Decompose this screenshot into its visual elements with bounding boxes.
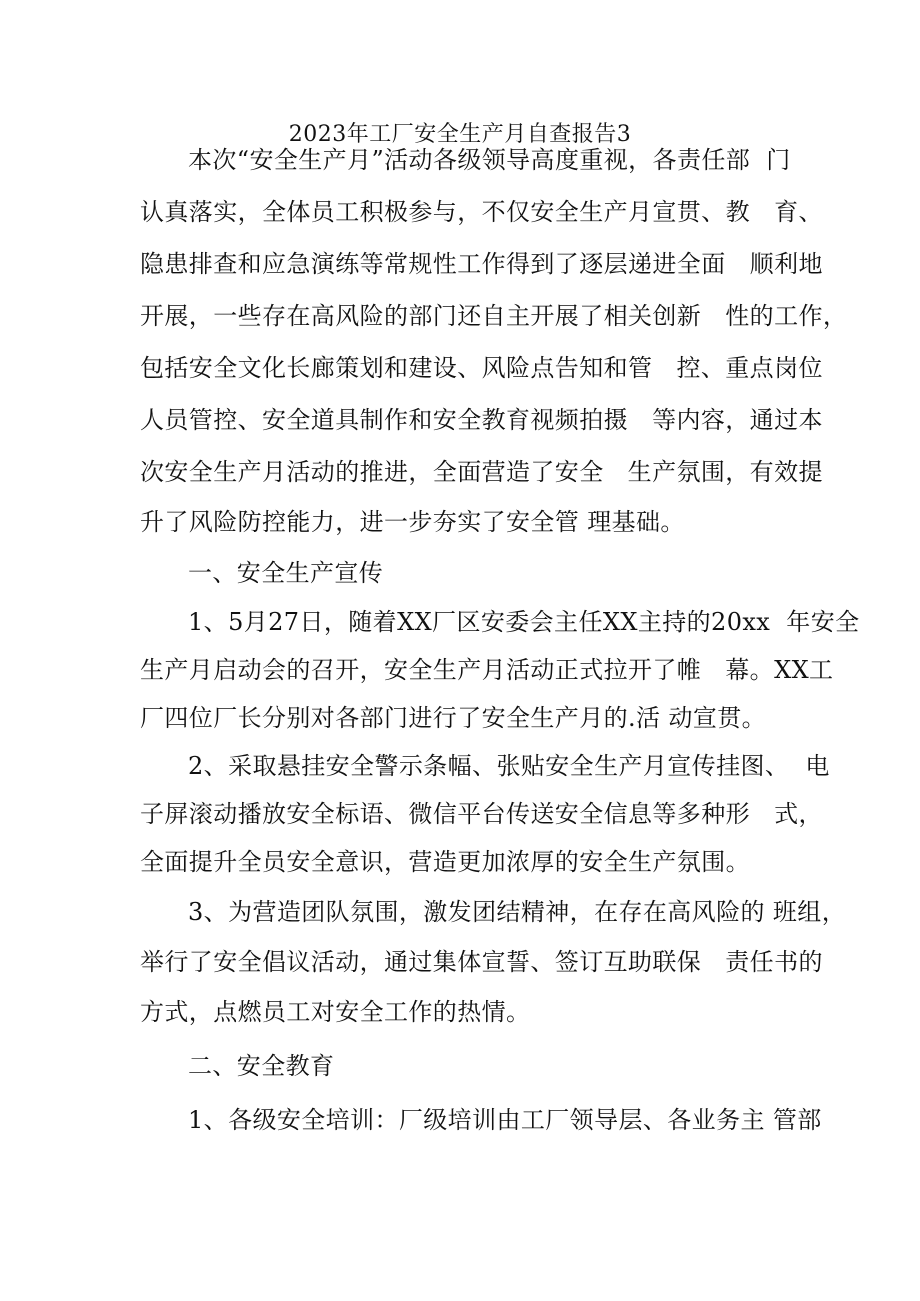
paragraph-line: 开展，一些存在高风险的部门还自主开展了相关创新 性的工作， bbox=[140, 302, 848, 330]
document-title: 2023年工厂安全生产月自查报告3 bbox=[288, 122, 632, 147]
paragraph-line: 2、采取悬挂安全警示条幅、张贴安全生产月宣传挂图、 电 bbox=[188, 752, 830, 780]
paragraph-line: 包括安全文化长廊策划和建设、风险点告知和管 控、重点岗位 bbox=[140, 354, 823, 382]
paragraph-line: 1、各级安全培训：厂级培训由工厂领导层、各业务主 管部 bbox=[188, 1106, 822, 1134]
paragraph-line: 认真落实，全体员工积极参与，不仅安全生产月宣贯、教 育、 bbox=[140, 198, 823, 226]
paragraph-line: 升了风险防控能力，进一步夯实了安全管 理基础。 bbox=[140, 508, 685, 536]
paragraph-line: 厂四位厂长分别对各部门进行了安全生产月的.活 动宣贯。 bbox=[140, 704, 767, 732]
paragraph-line: 3、为营造团队氛围，激发团结精神，在存在高风险的 班组， bbox=[188, 898, 847, 926]
paragraph-line: 全面提升全员安全意识，营造更加浓厚的安全生产氛围。 bbox=[140, 848, 750, 876]
paragraph-line: 举行了安全倡议活动，通过集体宣誓、签订互助联保 责任书的 bbox=[140, 948, 823, 976]
paragraph-line: 人员管控、安全道具制作和安全教育视频拍摄 等内容，通过本 bbox=[140, 406, 823, 434]
paragraph-line: 隐患排查和应急演练等常规性工作得到了逐层递进全面 顺利地 bbox=[140, 250, 823, 278]
section-heading: 二、安全教育 bbox=[188, 1052, 335, 1080]
paragraph-line: 子屏滚动播放安全标语、微信平台传送安全信息等多种形 式， bbox=[140, 800, 823, 828]
paragraph-line: 生产月启动会的召开，安全生产月活动正式拉开了帷 幕。XX工 bbox=[140, 656, 834, 684]
paragraph-line: 方式，点燃员工对安全工作的热情。 bbox=[140, 998, 531, 1026]
section-heading: 一、安全生产宣传 bbox=[188, 559, 384, 587]
paragraph-line: 1、5月27日，随着XX厂区安委会主任XX主持的20xx 年安全 bbox=[188, 608, 860, 636]
paragraph-line: 次安全生产月活动的推进，全面营造了安全 生产氛围，有效提 bbox=[140, 458, 823, 486]
paragraph-line: 本次“安全生产月”活动各级领导高度重视，各责任部 门 bbox=[188, 146, 791, 174]
